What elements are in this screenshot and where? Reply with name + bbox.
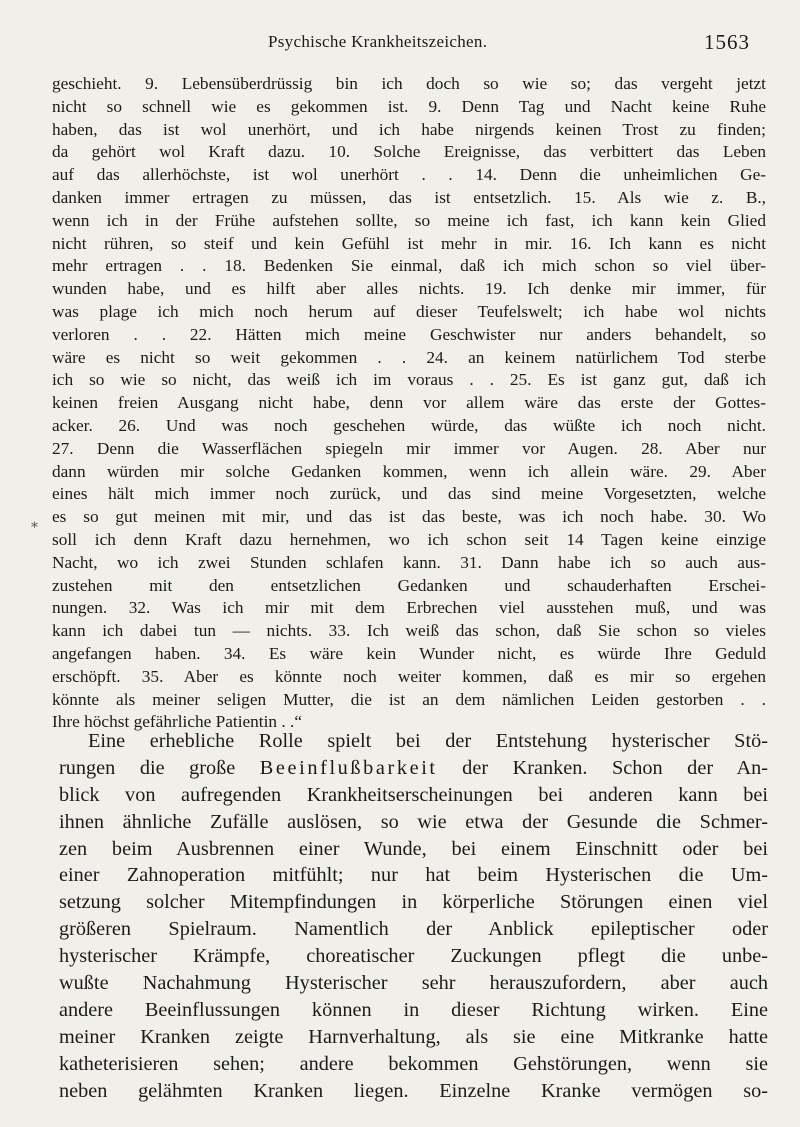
quote-line: erschöpft. 35. Aber es könnte noch weiter kommen, daß es mir so ergehen — [52, 666, 766, 686]
quote-line: wenn ich in der Frühe aufstehen sollte, so meine ich fast, ich kann kein Glied — [52, 210, 766, 230]
body-line: meiner Kranken zeigte Harnverhaltung, als sie eine Mitkranke hatte — [59, 1025, 768, 1048]
body-line: andere Beeinflussungen können in dieser Richtung wirken. Eine — [59, 998, 768, 1021]
quote-line: nicht rühren, so steif und kein Gefühl ist mehr in mir. 16. Ich kann es nicht — [52, 233, 766, 253]
running-title: Psychische Krankheitszeichen. — [268, 32, 488, 51]
quote-line: angefangen haben. 34. Es wäre kein Wunder nicht, es würde Ihre Geduld — [52, 643, 766, 663]
quote-line: keinen freien Ausgang nicht habe, denn vor allem wäre das erste der Gottes- — [52, 393, 766, 413]
quote-line: verloren . . 22. Hätten mich meine Geschwister nur anders behandelt, so — [52, 324, 766, 344]
body-line: einer Zahnoperation mitfühlt; nur hat beim Hysterischen die Um- — [59, 864, 768, 887]
quote-line: ich so wie so nicht, das weiß ich im voraus . . 25. Es ist ganz gut, daß ich — [52, 370, 766, 390]
quote-line: da gehört wol Kraft dazu. 10. Solche Ereignisse, das verbittert das Leben — [52, 142, 766, 162]
body-line: größeren Spielraum. Namentlich der Anblick epileptischer oder — [59, 918, 768, 941]
quote-line: Nacht, wo ich zwei Stunden schlafen kann. 31. Dann habe ich so auch aus- — [52, 552, 766, 572]
margin-mark: * — [31, 520, 38, 536]
body-line: Eine erhebliche Rolle spielt bei der Entstehung hysterischer Stö- — [88, 730, 768, 752]
quote-line: nungen. 32. Was ich mir mit dem Erbrechen viel ausstehen muß, und was — [52, 598, 766, 618]
quote-line: geschieht. 9. Lebensüberdrüssig bin ich doch so wie so; das vergeht jetzt — [52, 74, 766, 93]
body-line — [59, 755, 768, 782]
quote-line: Ihre höchst gefährliche Patientin . .“ — [52, 712, 303, 732]
quote-line: 27. Denn die Wasserflächen spiegeln mir immer vor Augen. 28. Aber nur — [52, 438, 766, 458]
body-line: neben gelähmten Kranken liegen. Einzelne Kranke vermögen so- — [59, 1079, 768, 1102]
quote-line: zustehen mit den entsetzlichen Gedanken und schauderhaften Erschei- — [52, 575, 766, 595]
body-line: wußte Nachahmung Hysterischer sehr herauszufordern, aber auch — [59, 972, 768, 995]
quote-line: wäre es nicht so weit gekommen . . 24. an keinem natürlichem Tod sterbe — [52, 347, 766, 367]
quote-line: auf das allerhöchste, ist wol unerhört . . 14. Denn die unheimlichen Ge- — [52, 165, 766, 185]
emphasized-term: Beeinflußbarkeit — [259, 756, 438, 779]
quote-line: mehr ertragen . . 18. Bedenken Sie einmal, daß ich mich schon so viel über- — [52, 256, 766, 276]
body-line: katheterisieren sehen; andere bekommen Gehstörungen, wenn sie — [59, 1052, 768, 1075]
page-number: 1563 — [704, 30, 750, 54]
body-line: zen beim Ausbrennen einer Wunde, bei einem Einschnitt oder bei — [59, 837, 768, 860]
quote-line: nicht so schnell wie es gekommen ist. 9. Denn Tag und Nacht keine Ruhe — [52, 96, 766, 116]
body-line: ihnen ähnliche Zufälle auslösen, so wie etwa der Gesunde die Schmer- — [59, 810, 768, 833]
quote-line: soll ich denn Kraft dazu hernehmen, wo ich schon seit 14 Tagen keine einzige — [52, 529, 766, 549]
body-line: blick von aufregenden Krankheitserscheinungen bei anderen kann bei — [59, 783, 768, 806]
quote-line: acker. 26. Und was noch geschehen würde, das wüßte ich noch nicht. — [52, 415, 766, 435]
body-text: der Kranken. Schon der An- — [437, 756, 768, 779]
quote-line: was plage ich mich noch herum auf dieser Teufelswelt; ich habe wol nichts — [52, 301, 766, 321]
quote-line: könnte als meiner seligen Mutter, die ist an dem nämlichen Leiden gestorben . . — [52, 689, 766, 709]
patient-letter-quote — [52, 73, 766, 734]
quote-line: danken immer ertragen zu müssen, das ist entsetzlich. 15. Als wie z. B., — [52, 187, 766, 207]
body-line: hysterischer Krämpfe, choreatischer Zuckungen pflegt die unbe- — [59, 945, 768, 968]
quote-line: haben, das ist wol unerhört, und ich habe nirgends keinen Trost zu finden; — [52, 119, 766, 139]
body-paragraph — [59, 728, 768, 1104]
quote-line: kann ich dabei tun — nichts. 33. Ich weiß das schon, daß Sie schon so vieles — [52, 621, 766, 641]
quote-line: es so gut meinen mit mir, und das ist das beste, was ich noch habe. 30. Wo — [52, 507, 766, 527]
body-text: rungen die große — [59, 756, 260, 779]
body-line: setzung solcher Mitempfindungen in körperliche Störungen einen viel — [59, 891, 768, 914]
quote-line: eines hält mich immer noch zurück, und das sind meine Vorgesetzten, welche — [52, 484, 766, 504]
page-header — [0, 30, 800, 56]
quote-line: wunden habe, und es hilft aber alles nichts. 19. Ich denke mir immer, für — [52, 279, 766, 299]
quote-line: dann würden mir solche Gedanken kommen, wenn ich allein wäre. 29. Aber — [52, 461, 766, 481]
